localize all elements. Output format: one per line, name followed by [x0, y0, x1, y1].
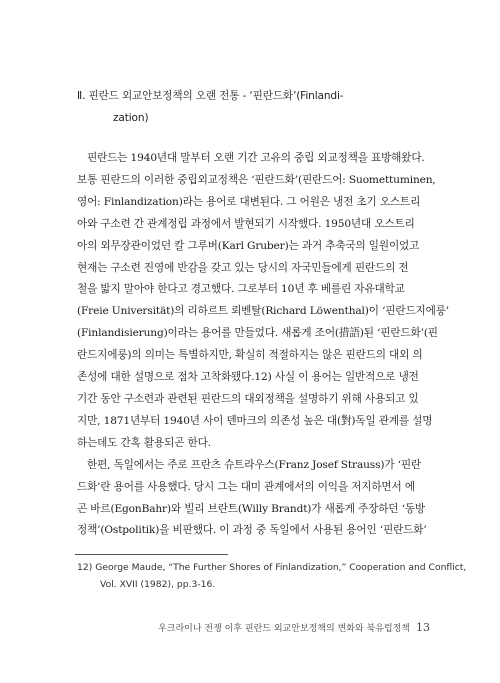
- text-line: 보통 핀란드의 이러한 중립외교정책은 ‘핀란드화’(핀란드어: Suomettuminen,: [77, 173, 436, 186]
- text-line: 아의 외무장관이었던 칼 그루버(Karl Gruber)는 과거 추축국의 일원이었고: [77, 239, 420, 252]
- text-line: (Freie Universität)의 리하르트 뢰벤탈(Richard Löwenthal)이 ‘핀란드지에룽’: [77, 305, 449, 318]
- footnote-number: 12): [77, 562, 93, 573]
- text-line: 현재는 구소련 진영에 반감을 갖고 있는 당시의 자국민들에게 핀란드의 전: [77, 261, 409, 274]
- page-number: 13: [416, 621, 430, 634]
- footnote-line: [77, 559, 467, 576]
- text-line: 하는데도 간혹 활용되곤 한다.: [77, 436, 211, 449]
- text-line: 곤 바르(EgonBahr)와 빌리 브란트(Willy Brandt)가 새롭게 주장하던 ‘동방: [77, 502, 425, 515]
- text-line: 지만, 1871년부터 1940년 사이 덴마크의 의존성 높은 대(對)독일 관계를 설명: [77, 414, 433, 427]
- paragraph: [77, 148, 449, 455]
- text-line: 정책’(Ostpolitik)을 비판했다. 이 과정 중 독일에서 사용된 용어인 ‘핀란드화’: [77, 524, 427, 537]
- section-heading: [77, 86, 427, 130]
- text-line: 영어: Finlandization)라는 용어로 대변된다. 그 어원은 냉전 초기 오스트리: [77, 195, 421, 208]
- section-heading-line: Ⅱ. 핀란드 외교안보정책의 오랜 전통 - ‘핀란드화’(Finlandi-: [77, 90, 344, 102]
- text-line: 란드지에룽)의 의미는 특별하지만, 확실히 적절하지는 않은 핀란드의 대외 의: [77, 349, 423, 362]
- footnote-text: George Maude, “The Further Shores of Finlandization,” Cooperation and Conflict,: [95, 562, 467, 573]
- running-title: 우크라이나 전쟁 이후 핀란드 외교안보정책의 변화와 북유럽정책: [158, 624, 410, 634]
- text-line: 드화’란 용어를 사용했다. 당시 그는 대미 관계에서의 이익을 저지하면서 에: [77, 480, 415, 493]
- text-line: 기간 동안 구소련과 관련된 핀란드의 대외정책을 설명하기 위해 사용되고 있: [77, 392, 419, 405]
- text-line: 철을 밟지 말아야 한다고 경고했다. 그로부터 10년 후 베를린 자유대학교: [77, 283, 405, 296]
- text-line: 핀란드는 1940년대 말부터 오랜 기간 고유의 중립 외교정책을 표방해왔다.: [87, 152, 425, 164]
- section-heading-line: zation): [113, 111, 149, 124]
- text-line: 한편, 독일에서는 주로 프란츠 슈트라우스(Franz Josef Strauss)가 ‘핀란: [87, 458, 422, 471]
- body-text: [77, 148, 449, 542]
- page-footer: [158, 621, 430, 634]
- text-line: 아와 구소련 간 관계정립 과정에서 발현되기 시작했다. 1950년대 오스트리: [77, 217, 415, 230]
- footnote-divider: [75, 554, 228, 555]
- text-line: 존성에 대한 설명으로 점차 고착화됐다.12) 사실 이 용어는 일반적으로 냉전: [77, 371, 419, 384]
- paragraph: [77, 455, 427, 543]
- text-line: (Finlandisierung)이라는 용어를 만들었다. 새롭게 조어(措語)된 ‘핀란드화’(핀: [77, 327, 438, 340]
- footnote-line: Vol. XVII (1982), pp.3-16.: [100, 579, 216, 590]
- footnote: [77, 559, 467, 593]
